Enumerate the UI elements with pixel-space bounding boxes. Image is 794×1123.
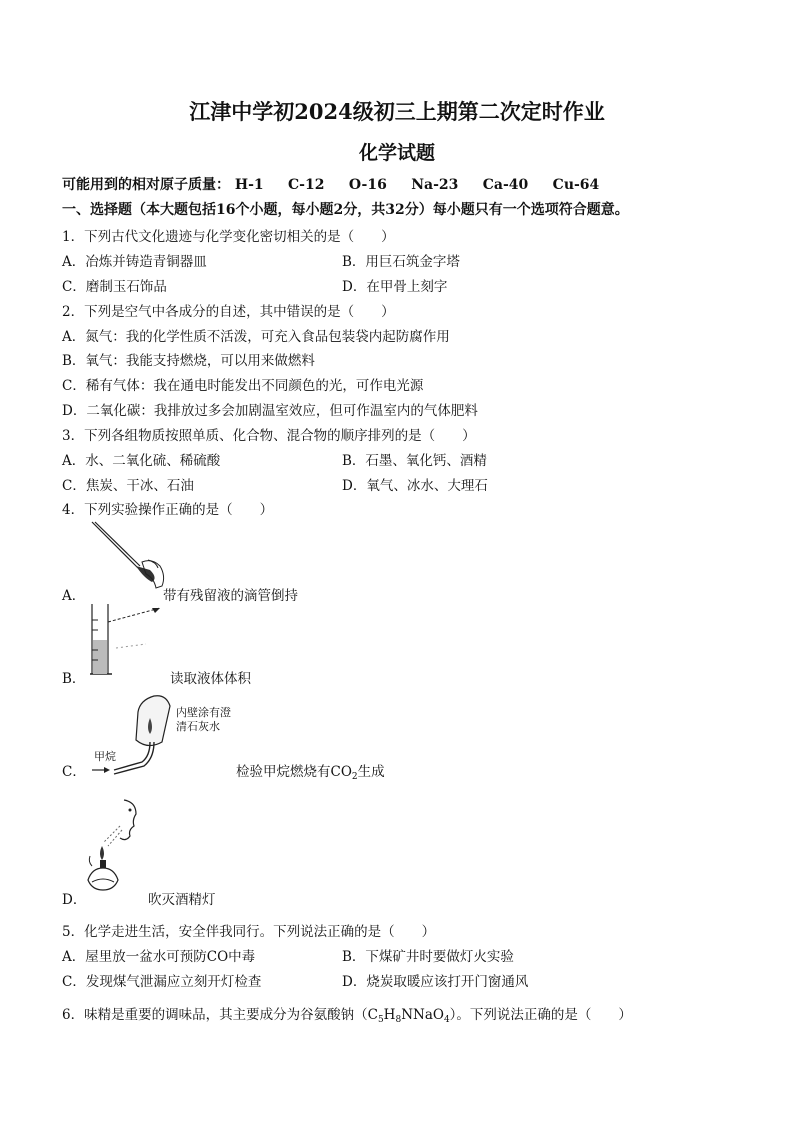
q4-c-caption-pre: 检验甲烷燃烧有CO — [236, 764, 352, 780]
q6-stem-pre: 6．味精是重要的调味品，其主要成分为谷氨酸钠（ — [62, 1007, 368, 1023]
q4-c-wall-label-2: 清石灰水 — [176, 720, 220, 733]
exam-subtitle: 化学试题 — [358, 142, 435, 164]
q4-option-d-letter: D． — [62, 892, 87, 908]
q4-option-a-letter: A． — [62, 588, 86, 604]
exam-title: 江津中学初2024级初三上期第二次定时作业 — [189, 99, 605, 124]
q6-formula — [368, 1007, 450, 1023]
q2-option-b: B．氧气：我能支持燃烧，可以用来做燃料 — [62, 353, 315, 369]
q4-c-gas-label: 甲烷 — [94, 750, 116, 763]
q6-formula-h-sub: 8 — [395, 1015, 402, 1025]
q5-option-d: D．烧炭取暖应该打开门窗通风 — [342, 974, 529, 990]
q3-option-c: C．焦炭、干冰、石油 — [62, 478, 194, 494]
atomic-mass-cu: Cu-64 — [552, 177, 600, 193]
q4-c-caption-sub: 2 — [351, 772, 358, 782]
q3-option-d: D．氧气、冰水、大理石 — [342, 478, 488, 494]
q5-option-c: C．发现煤气泄漏应立刻开灯检查 — [62, 974, 262, 990]
q1-option-c: C．磨制玉石饰品 — [62, 279, 167, 295]
q4-option-b-letter: B． — [62, 671, 86, 687]
q6-formula-c: C — [367, 1007, 378, 1023]
q6-stem-post: ）。下列说法正确的是（ ） — [449, 1007, 632, 1023]
q5-option-b: B．下煤矿井时要做灯火实验 — [342, 949, 514, 965]
q6-formula-c-sub: 5 — [377, 1015, 384, 1025]
atomic-mass-o: O-16 — [348, 177, 387, 193]
atomic-mass-label: 可能用到的相对原子质量： — [62, 177, 230, 193]
q4-option-c-caption — [236, 760, 385, 782]
alcohol-lamp-illustration — [80, 796, 160, 896]
dropper-illustration — [86, 520, 176, 590]
q4-stem: 4．下列实验操作正确的是（ ） — [62, 502, 274, 518]
atomic-mass-c: C-12 — [288, 177, 325, 193]
q4-option-c-letter: C． — [62, 764, 86, 780]
q1-option-b: B．用巨石筑金字塔 — [342, 254, 460, 270]
q4-option-a-caption: 带有残留液的滴管倒持 — [163, 588, 298, 604]
q1-option-a: A．冶炼并铸造青铜器皿 — [62, 254, 207, 270]
section-heading: 一、选择题（本大题包括16个小题，每小题2分，共32分）每小题只有一个选项符合题意。 — [62, 202, 629, 218]
q5-option-a: A．屋里放一盆水可预防CO中毒 — [62, 949, 256, 965]
q2-stem: 2．下列是空气中各成分的自述，其中错误的是（ ） — [62, 304, 395, 320]
q2-option-d: D．二氧化碳：我排放过多会加剧温室效应，但可作温室内的气体肥料 — [62, 403, 478, 419]
q6-formula-h: H — [383, 1007, 396, 1023]
q3-option-a: A．水、二氧化硫、稀硫酸 — [62, 453, 221, 469]
atomic-mass-line — [62, 174, 599, 194]
atomic-mass-h: H-1 — [234, 177, 264, 193]
q4-c-wall-label-1: 内壁涂有澄 — [176, 706, 231, 719]
atomic-mass-na: Na-23 — [411, 177, 459, 193]
q2-option-a: A．氮气：我的化学性质不活泼，可充入食品包装袋内起防腐作用 — [62, 329, 450, 345]
q2-option-c: C．稀有气体：我在通电时能发出不同颜色的光，可作电光源 — [62, 378, 424, 394]
q3-option-b: B．石墨、氧化钙、酒精 — [342, 453, 487, 469]
atomic-mass-ca: Ca-40 — [482, 177, 529, 193]
q4-option-b-caption: 读取液体体积 — [170, 671, 251, 687]
q4-c-caption-post: 生成 — [357, 764, 385, 780]
q6-formula-nnao: NNaO — [401, 1007, 444, 1023]
cylinder-illustration — [86, 600, 176, 680]
q1-option-d: D．在甲骨上刻字 — [342, 279, 448, 295]
q4-option-d-caption: 吹灭酒精灯 — [148, 892, 216, 908]
q1-stem: 1．下列古代文化遗迹与化学变化密切相关的是（ ） — [62, 229, 395, 245]
q6-stem — [62, 1003, 632, 1025]
q3-stem: 3．下列各组物质按照单质、化合物、混合物的顺序排列的是（ ） — [62, 428, 476, 444]
q5-stem: 5．化学走进生活，安全伴我同行。下列说法正确的是（ ） — [62, 924, 436, 940]
q6-formula-o-sub: 4 — [443, 1015, 450, 1025]
